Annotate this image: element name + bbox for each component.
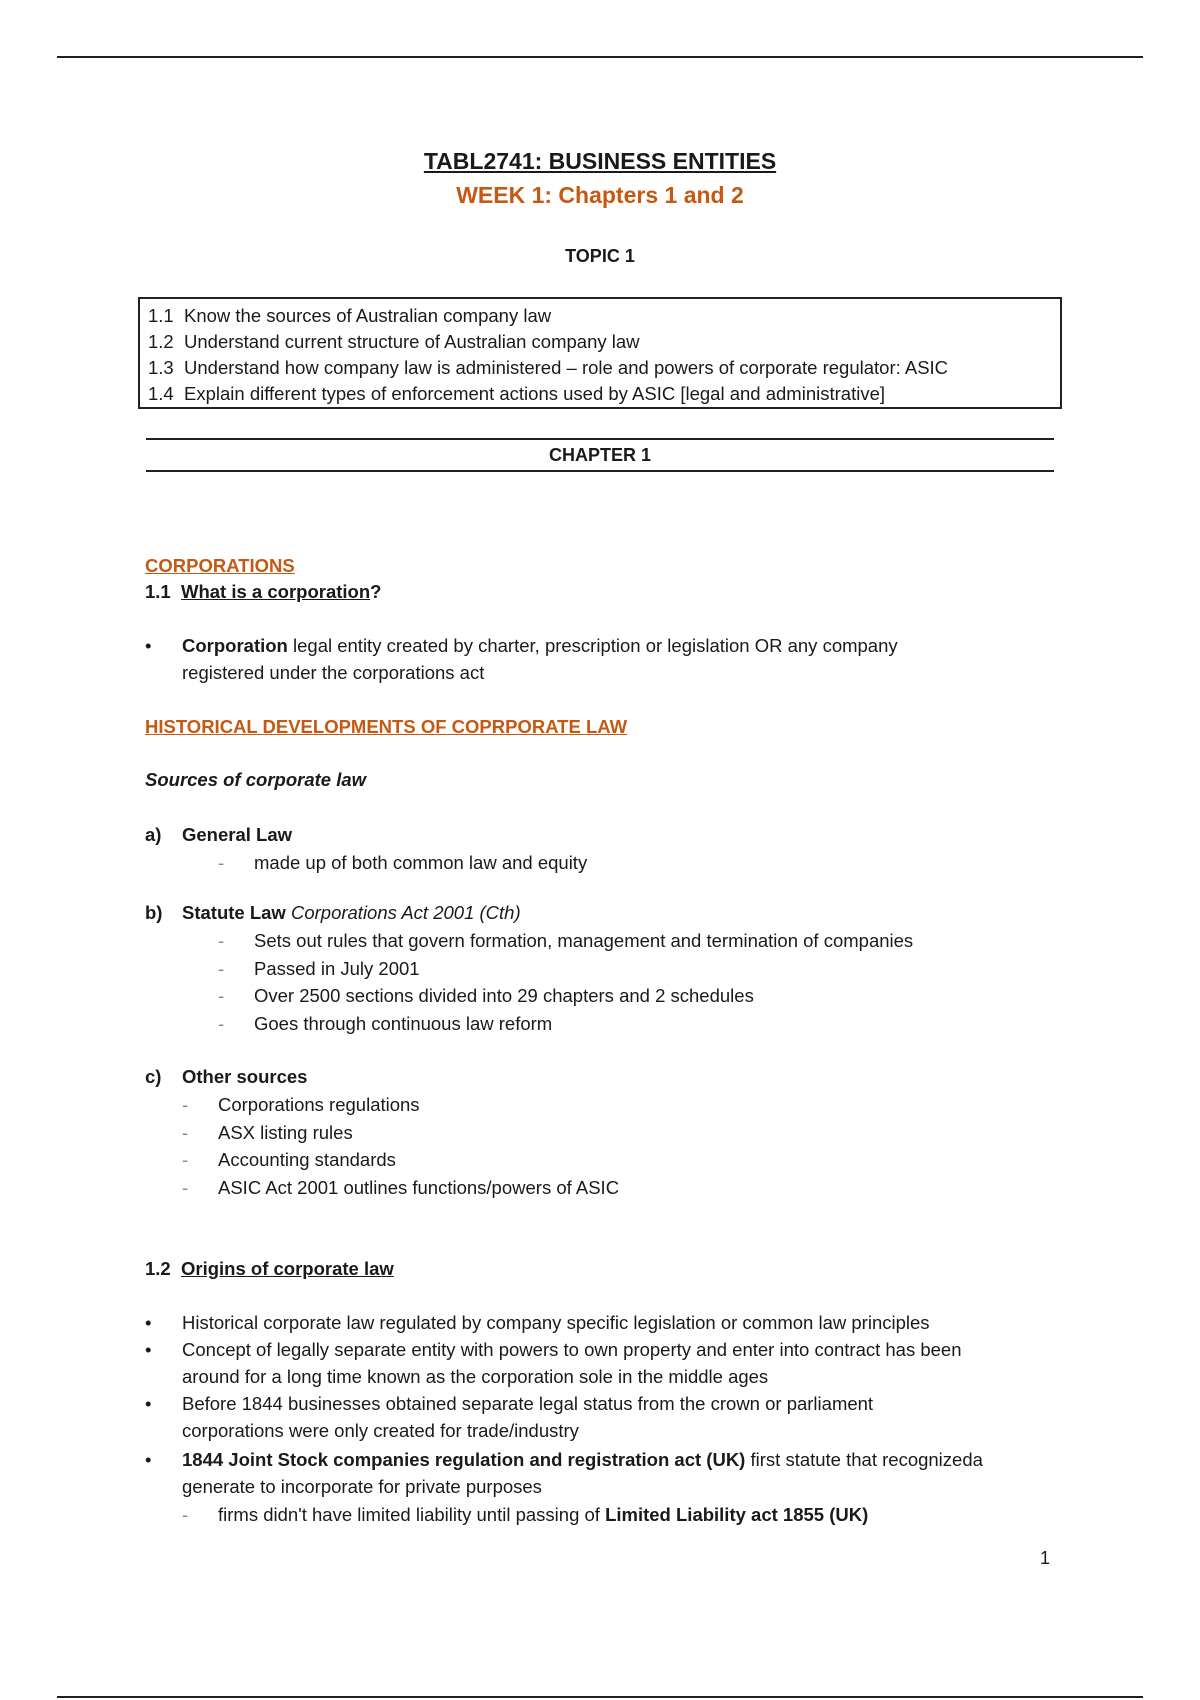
general-law-item: a) General Law bbox=[145, 824, 293, 845]
topic-label: TOPIC 1 bbox=[565, 246, 635, 266]
list-item: - Passed in July 2001 bbox=[218, 957, 420, 979]
list-item: - firms didn't have limited liability until passing of Limited Liability act 1855 (UK) bbox=[182, 1504, 869, 1525]
historical-heading: HISTORICAL DEVELOPMENTS OF COPRPORATE LAW bbox=[145, 716, 628, 737]
list-item: • Concept of legally separate entity with powers to own property and enter into contract has been around for a long time known as the corporation sole in the middle ages bbox=[145, 1339, 962, 1387]
statute-law-list bbox=[218, 927, 913, 1037]
week-title: WEEK 1: Chapters 1 and 2 bbox=[456, 182, 744, 208]
general-law-list bbox=[218, 849, 587, 877]
list-item: • Historical corporate law regulated by company specific legislation or common law principles bbox=[145, 1312, 930, 1333]
course-title: TABL2741: BUSINESS ENTITIES bbox=[423, 148, 777, 174]
objective-row: 1.2 Understand current structure of Australian company law bbox=[148, 331, 640, 352]
objective-row: 1.3 Understand how company law is administered – role and powers of corporate regulator: ASIC bbox=[148, 357, 949, 378]
list-item: - Corporations regulations bbox=[182, 1094, 420, 1115]
list-item: • Corporation legal entity created by charter, prescription or legislation OR any company registered under the corporations act bbox=[145, 635, 898, 683]
section-1-1-heading: 1.1 What is a corporation? bbox=[145, 581, 382, 602]
learning-objectives-box bbox=[138, 297, 1062, 409]
list-item: - ASIC Act 2001 outlines functions/powers of ASIC bbox=[182, 1176, 620, 1198]
list-item: - Over 2500 sections divided into 29 chapters and 2 schedules bbox=[218, 985, 754, 1006]
other-sources-list bbox=[182, 1091, 619, 1201]
statute-law-item: b) Statute Law Corporations Act 2001 (Cth) bbox=[145, 902, 521, 923]
limited-liability-note bbox=[182, 1501, 868, 1529]
corporations-heading: CORPORATIONS bbox=[145, 555, 295, 576]
list-item: • Before 1844 businesses obtained separate legal status from the crown or parliament corporations were only created for trade/industry bbox=[145, 1393, 874, 1441]
list-item: - Accounting standards bbox=[182, 1149, 396, 1170]
list-item: - Goes through continuous law reform bbox=[218, 1012, 553, 1034]
page-number: 1 bbox=[1040, 1548, 1051, 1568]
list-item: - made up of both common law and equity bbox=[218, 852, 588, 873]
top-rule bbox=[57, 56, 1143, 58]
list-item: - ASX listing rules bbox=[182, 1121, 353, 1143]
bottom-rule bbox=[57, 1696, 1143, 1698]
list-item: - Sets out rules that govern formation, management and termination of companies bbox=[218, 930, 914, 951]
sources-subheading: Sources of corporate law bbox=[145, 769, 367, 790]
list-item: • 1844 Joint Stock companies regulation and registration act (UK) first statute that recognizeda generate to incorporate for private purposes bbox=[145, 1449, 983, 1497]
other-sources-item: c) Other sources bbox=[145, 1066, 308, 1087]
chapter-heading: CHAPTER 1 bbox=[146, 438, 1054, 472]
objective-row: 1.4 Explain different types of enforcement actions used by ASIC [legal and administrative] bbox=[148, 383, 885, 404]
section-1-2-heading: 1.2 Origins of corporate law bbox=[145, 1258, 394, 1279]
objective-row: 1.1 Know the sources of Australian company law bbox=[148, 305, 552, 326]
